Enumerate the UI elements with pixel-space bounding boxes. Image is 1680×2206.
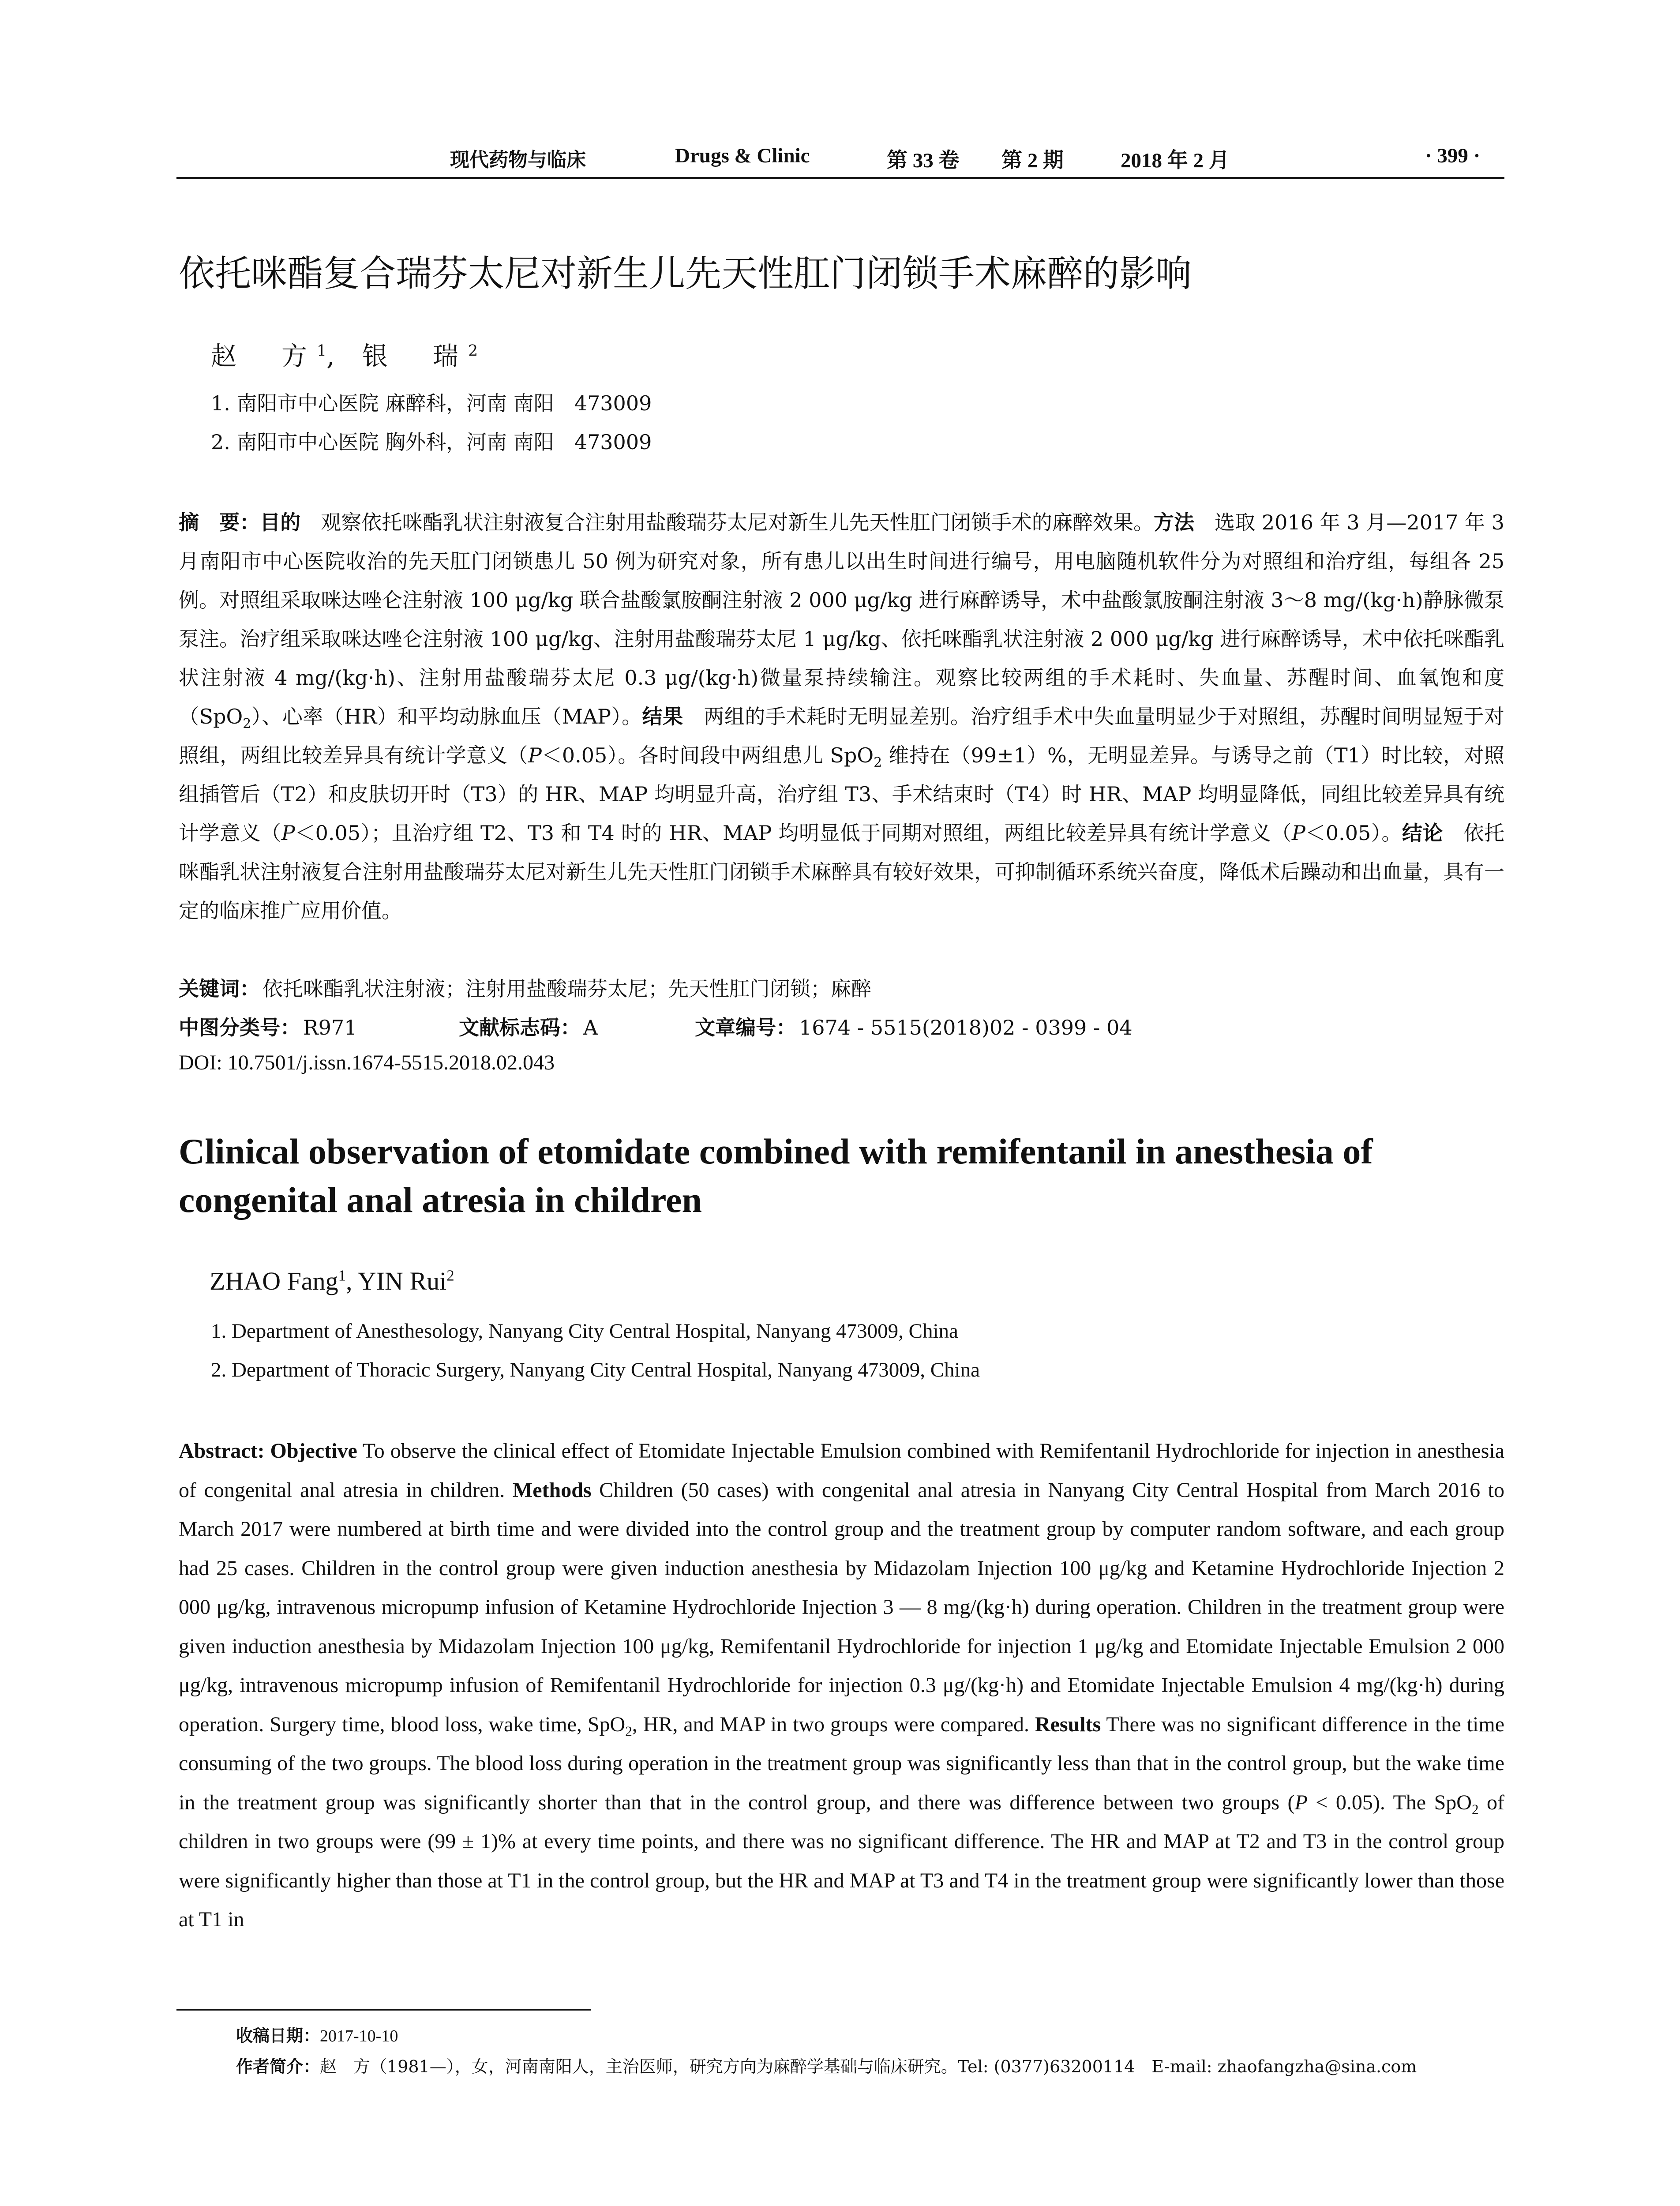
author-zhao: 赵 方	[211, 341, 317, 371]
abstract-objective-label: Abstract: Objective	[179, 1439, 357, 1463]
received-date	[236, 2022, 398, 2046]
results-text-en: There was no significant difference in the time consuming of the two groups. The blood loss during operation in the treatment group was significantly less than that in the control group, but the wake time in the treatment group was significantly shorter than that in the control group, and there was difference between two groups (	[179, 1712, 1505, 1814]
english-affiliation-1: 1. Department of Anesthesology, Nanyang City Central Hospital, Nanyang 473009, China	[211, 1320, 958, 1343]
conclusion-text: 依托咪酯乳状注射液复合注射用盐酸瑞芬太尼对新生儿先天性肛门闭锁手术麻醉具有较好效果，可抑制循环系统兴奋度，降低术后躁动和出血量，具有一定的临床推广应用价值。	[179, 821, 1505, 923]
author-yin-affil: 2	[468, 342, 478, 360]
chinese-authors	[211, 335, 478, 372]
methods-text: 选取 2016 年 3 月—2017 年 3 月南阳市中心医院收治的先天肛门闭锁患儿 50 例为研究对象，所有患儿以出生时间进行编号，用电脑随机软件分为对照组和治疗组，每组各 25 例。对照组采取咪达唑仑注射液 100 μg/kg 联合盐酸氯胺酮注射液 2 000 μg/kg 进行麻醉诱导，术中盐酸氯胺酮注射液 3～8 mg/(kg·h)静脉微泵泵注。治疗组采取咪达唑仑注射液 100 μg/kg、注射用盐酸瑞芬太尼 1 μg/kg、依托咪酯乳状注射液 2 000 μg/kg 进行麻醉诱导，术中依托咪酯乳状注射液 4 mg/(kg·h)、注射用盐酸瑞芬太尼 0.3 μg/(kg·h)微量泵持续输注。观察比较两组的手术耗时、失血量、苏醒时间、血氧饱和度（SpO	[179, 510, 1505, 728]
volume: 第 33 卷	[887, 149, 960, 172]
p-value-symbol: P	[1291, 821, 1305, 845]
english-title: Clinical observation of etomidate combined with remifentanil in anesthesia of congenital anal atresia in children	[179, 1131, 1373, 1220]
objective-text: 观察依托咪酯乳状注射液复合注射用盐酸瑞芬太尼对新生儿先天性肛门闭锁手术的麻醉效果。	[300, 510, 1154, 534]
author-separator-en: ,	[346, 1267, 358, 1295]
results-text: 两组的手术耗时无明显差别。治疗组手术中失血量明显少于对照组，苏醒时间明显短于对照组，两组比较差异具有统计学意义（	[179, 705, 1505, 767]
methods-text-en: Children (50 cases) with congenital anal atresia in Nanyang City Central Hospital from March 2016 to March 2017 were numbered at birth time and were divided into the control group and the treatment group by computer random software, and each group had 25 cases. Children in the control group were given induction anesthesia by Midazolam Injection 100 μg/kg and Ketamine Hydrochloride Injection 2 000 μg/kg, intravenous micropump infusion of Ketamine Hydrochloride Injection 3 — 8 mg/(kg·h) during operation. Children in the treatment group were given induction anesthesia by Midazolam Injection 100 μg/kg, Remifentanil Hydrochloride for injection 1 μg/kg and Etomidate Injectable Emulsion 2 000 μg/kg, intravenous micropump infusion of Remifentanil Hydrochloride for injection 0.3 μg/(kg·h) and Etomidate Injectable Emulsion 4 mg/(kg·h) during operation. Surgery time, blood loss, wake time, SpO	[179, 1478, 1504, 1736]
keywords: 依托咪酯乳状注射液；注射用盐酸瑞芬太尼；先天性肛门闭锁；麻醉	[262, 977, 871, 1001]
english-affiliation-2: 2. Department of Thoracic Surgery, Nanyang City Central Hospital, Nanyang 473009, China	[211, 1358, 980, 1381]
article-number-label: 文章编号：	[695, 1016, 796, 1039]
page-number: · 399 ·	[1425, 144, 1481, 167]
doi: DOI: 10.7501/j.issn.1674-5515.2018.02.043	[179, 1051, 555, 1074]
chinese-title: 依托咪酯复合瑞芬太尼对新生儿先天性肛门闭锁手术麻醉的影响	[179, 253, 1192, 295]
p-value-symbol: P	[1294, 1790, 1308, 1814]
abstract-label: 摘 要：	[179, 510, 260, 534]
journal-name-en: Drugs & Clinic	[675, 144, 810, 167]
received-value: 2017-10-10	[320, 2027, 398, 2045]
classification-line	[179, 1012, 1502, 1038]
spo2-subscript: 2	[1471, 1801, 1479, 1817]
spo2-subscript: 2	[874, 755, 882, 771]
article-number	[695, 1012, 1132, 1041]
methods-label-en: Methods	[512, 1478, 592, 1502]
author-bio-text: 赵 方（1981—），女，河南南阳人，主治医师，研究方向为麻醉学基础与临床研究。Tel: (0377)63200114 E-mail: zhaofangzha@sina.com	[320, 2057, 1417, 2076]
results-text-2: ＜0.05）。各时间段中两组患儿 SpO	[541, 743, 874, 767]
results-label: 结果	[642, 705, 683, 728]
results-text-5: ＜0.05）。	[1305, 821, 1402, 845]
chinese-abstract	[179, 503, 1504, 930]
author-zhao-en: ZHAO Fang	[210, 1267, 338, 1295]
objective-text-en: To observe the clinical effect of Etomidate Injectable Emulsion combined with Remifentanil Hydrochloride for injection in anesthesia of congenital anal atresia in children.	[179, 1439, 1504, 1502]
results-text-en-2: < 0.05). The SpO	[1307, 1790, 1472, 1814]
english-abstract	[179, 1432, 1504, 1940]
methods-text-en-end: , HR, and MAP in two groups were compared.	[632, 1712, 1035, 1736]
results-label-en: Results	[1035, 1712, 1101, 1736]
author-yin: 银 瑞	[362, 341, 469, 371]
article-number-value: 1674 - 5515(2018)02 - 0399 - 04	[799, 1016, 1132, 1039]
issue: 第 2 期	[1001, 149, 1064, 172]
english-authors	[210, 1266, 454, 1296]
conclusion-label: 结论	[1402, 821, 1443, 845]
objective-label: 目的	[260, 510, 301, 534]
clc-value: R971	[303, 1016, 357, 1039]
keywords-line	[179, 973, 871, 1002]
keywords-label: 关键词：	[179, 977, 260, 1001]
author-yin-en-affil: 2	[446, 1267, 454, 1284]
spo2-subscript: 2	[625, 1723, 632, 1739]
issue-date: 2018 年 2 月	[1121, 149, 1230, 172]
journal-name-cn: 现代药物与临床	[450, 149, 586, 171]
document-code	[459, 1012, 598, 1041]
clc-number	[179, 1012, 357, 1041]
author-zhao-en-affil: 1	[338, 1267, 346, 1284]
document-code-value: A	[583, 1016, 598, 1039]
chinese-affiliation-2: 2. 南阳市中心医院 胸外科，河南 南阳 473009	[211, 430, 652, 454]
footnote-rule	[176, 2009, 591, 2011]
received-label: 收稿日期：	[236, 2026, 320, 2045]
chinese-affiliation-1: 1. 南阳市中心医院 麻醉科，河南 南阳 473009	[211, 391, 652, 415]
results-text-4: ＜0.05）；且治疗组 T2、T3 和 T4 时的 HR、MAP 均明显低于同期对照组，两组比较差异具有统计学意义（	[295, 821, 1292, 845]
clc-label: 中图分类号：	[179, 1016, 300, 1039]
spo2-subscript: 2	[243, 716, 251, 732]
author-zhao-affil: 1	[317, 342, 327, 360]
results-text-en-3: of children in two groups were (99 ± 1)% at every time points, and there was no significant difference. The HR and MAP at T2 and T3 in the control group were significantly higher than those at T1 in the control group, but the HR and MAP at T3 and T4 in the treatment group were significantly lower than those at T1 in	[179, 1790, 1505, 1931]
author-separator: ,	[326, 341, 363, 371]
author-bio	[236, 2053, 1417, 2077]
author-yin-en: YIN Rui	[357, 1267, 447, 1295]
p-value-symbol: P	[528, 743, 542, 767]
document-code-label: 文献标志码：	[459, 1016, 581, 1039]
running-header	[176, 140, 1504, 176]
methods-label: 方法	[1154, 510, 1195, 534]
results-text-3: 维持在（99±1）%，无明显差异。与诱导之前（T1）时比较，对照组插管后（T2）和皮肤切开时（T3）的 HR、MAP 均明显升高，治疗组 T3、手术结束时（T4）时 HR、MAP 均明显降低，同组比较差异具有统计学意义（	[179, 743, 1505, 845]
header-rule	[176, 177, 1504, 179]
p-value-symbol: P	[281, 821, 295, 845]
author-bio-label: 作者简介：	[236, 2057, 320, 2076]
methods-text-end: ）、心率（HR）和平均动脉血压（MAP）。	[251, 705, 642, 728]
